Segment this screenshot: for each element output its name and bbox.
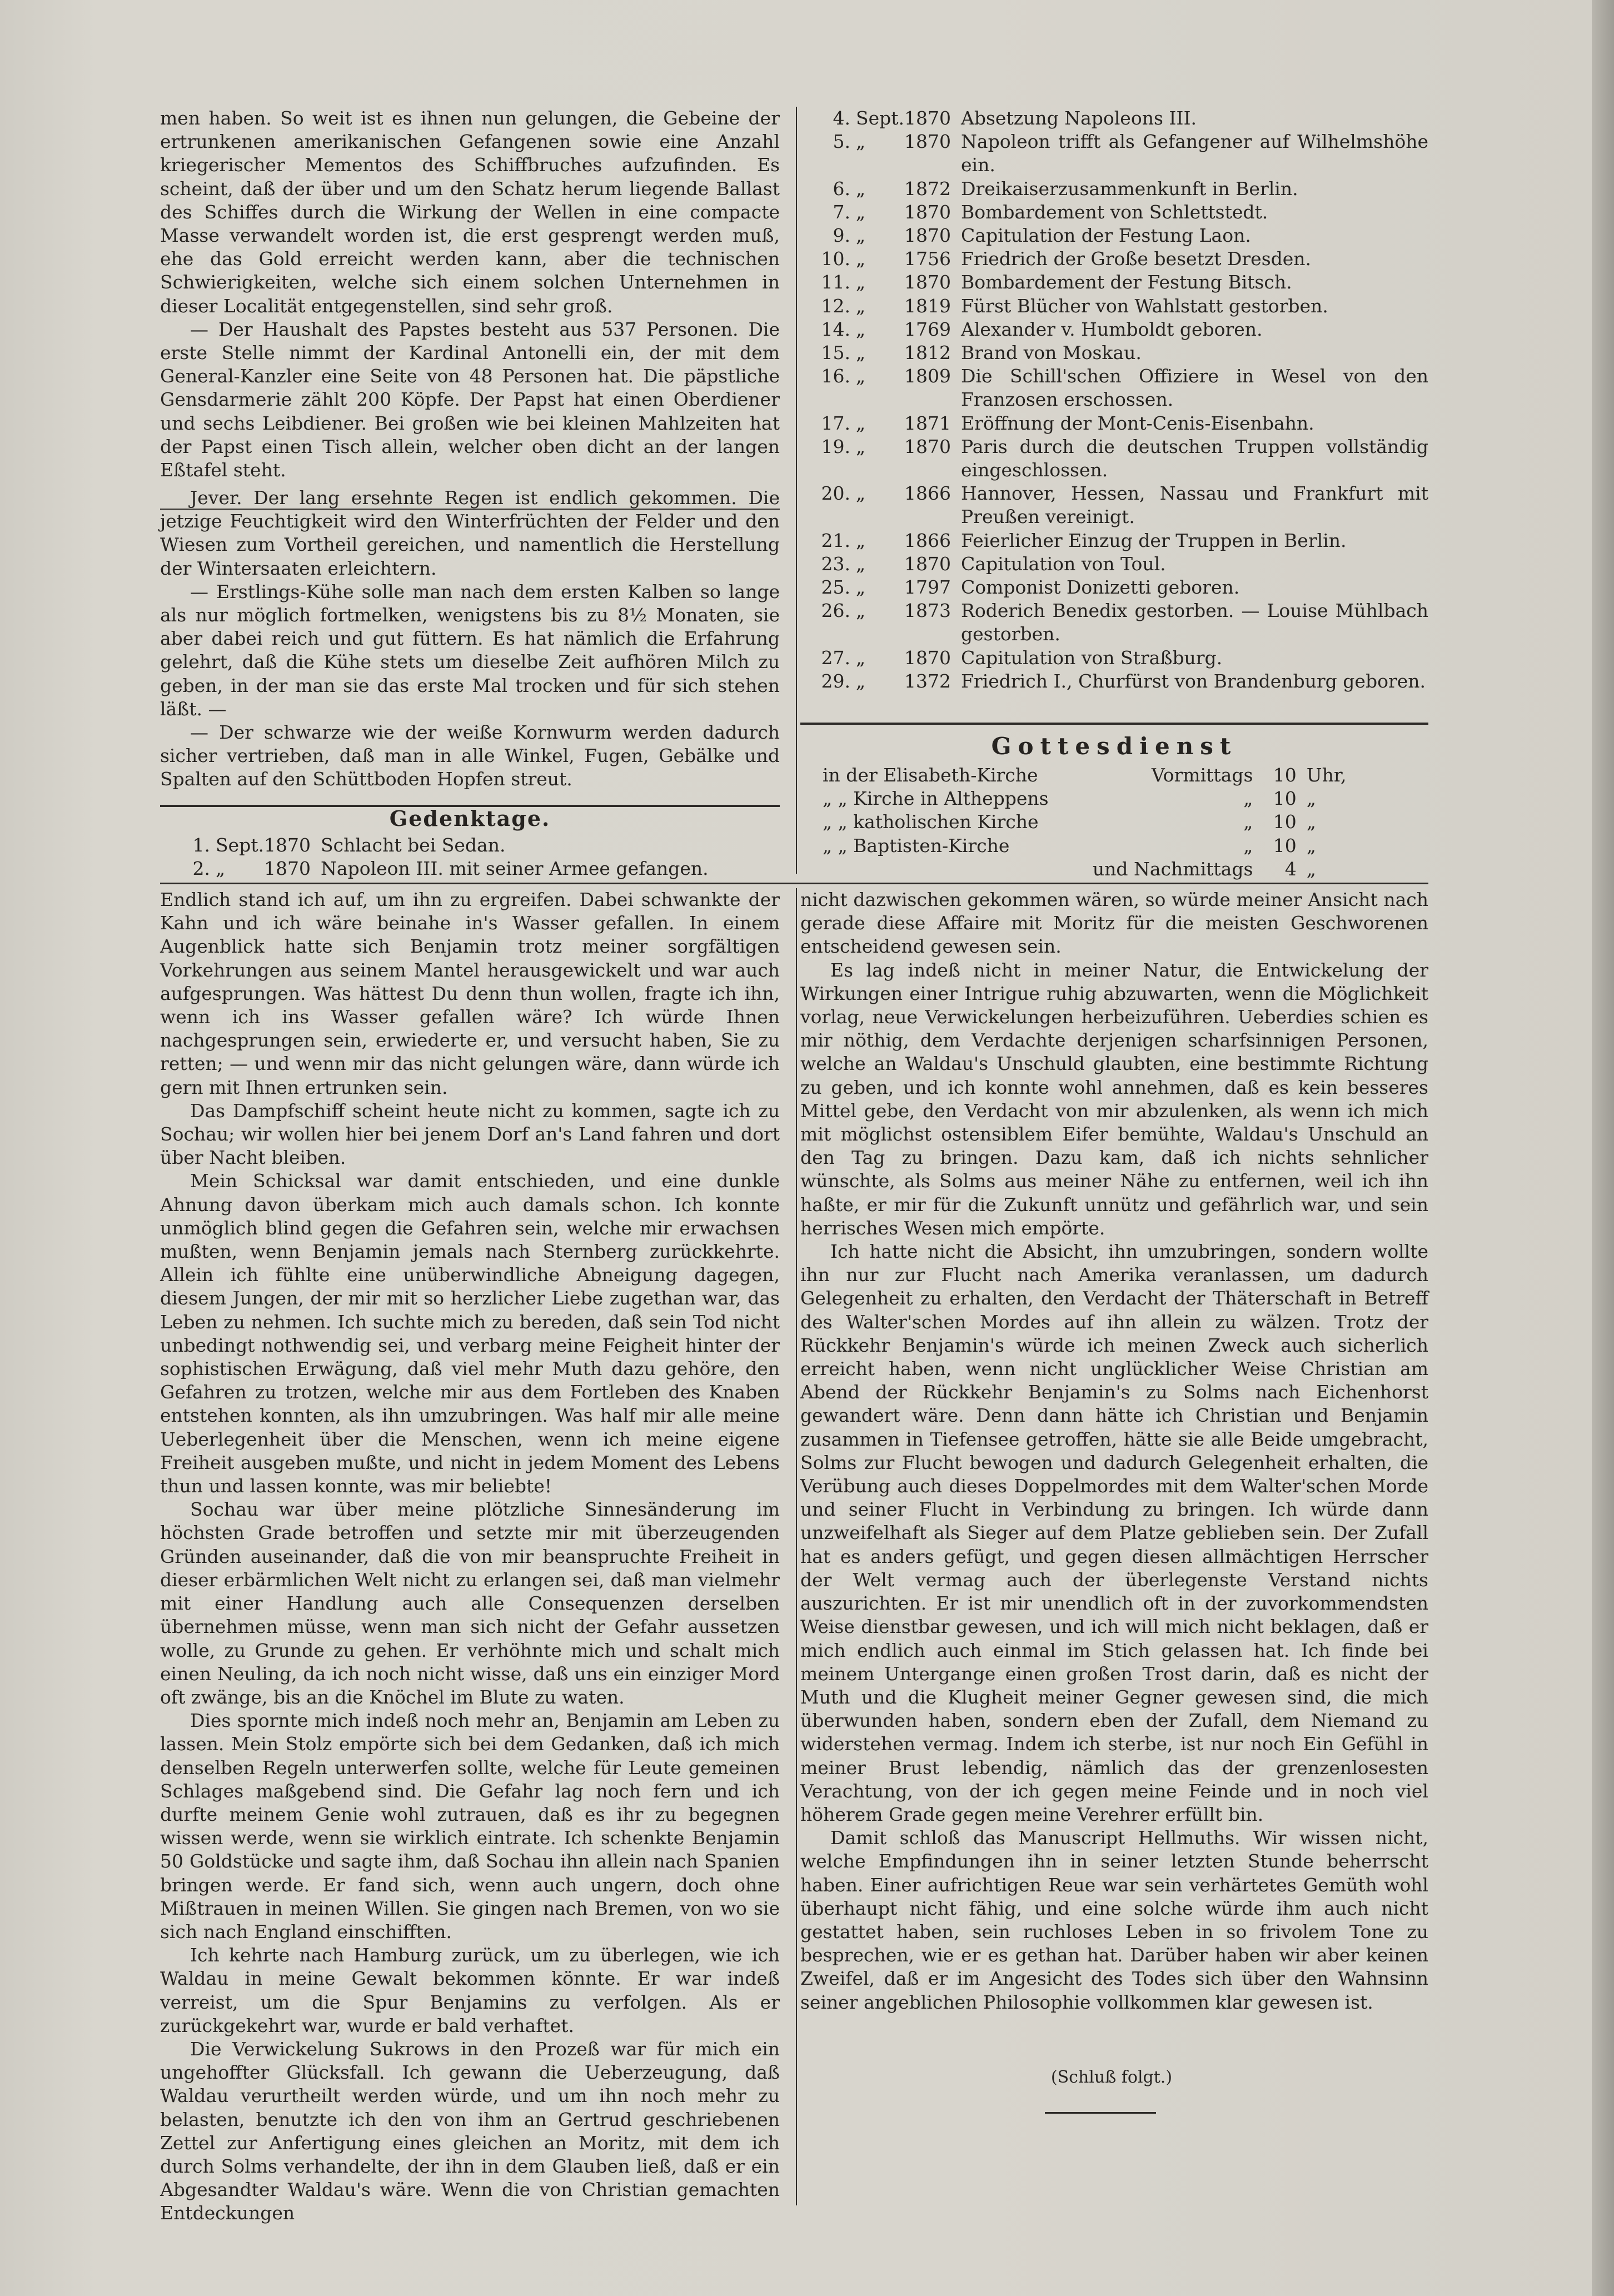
- rule-gottesdienst-top: [800, 723, 1428, 725]
- gedenktag-day: 27.: [821, 646, 850, 669]
- gedenktag-row: [800, 177, 1428, 201]
- service-place: „ „ Baptisten-Kirche: [823, 834, 1010, 856]
- service-place: „ „ Kirche in Altheppens: [823, 788, 1049, 810]
- gedenktag-day: 17.: [821, 412, 850, 434]
- gedenktag-text: Schlacht bei Sedan.: [321, 834, 506, 856]
- story-left-column: [160, 888, 780, 2225]
- gedenktag-day: 19.: [821, 435, 850, 457]
- gedenktag-text: Eröffnung der Mont-Cenis-Eisenbahn.: [961, 412, 1314, 434]
- gedenktag-text: Napoleon trifft als Gefangener auf Wilhelmshöhe ein.: [961, 131, 1428, 176]
- gedenktag-text: Roderich Benedix gestorben. — Louise Mühlbach gestorben.: [961, 600, 1428, 645]
- gedenktag-month: „: [856, 482, 866, 505]
- gedenktag-year: 1812: [904, 342, 951, 364]
- gedenktag-month: „: [856, 576, 866, 599]
- gedenktag-month: „: [856, 131, 866, 153]
- gedenktag-row: [800, 295, 1428, 318]
- gedenktag-row: [800, 576, 1428, 599]
- gedenktag-row: [800, 552, 1428, 576]
- gedenktag-day: 23.: [821, 552, 850, 575]
- gedenktag-day: 1.: [192, 834, 210, 856]
- gedenktag-row: [800, 271, 1428, 294]
- gedenktag-day: 5.: [833, 131, 850, 153]
- service-row: [823, 858, 1356, 881]
- gedenktag-month: „: [856, 435, 866, 457]
- gedenktag-year: 1769: [904, 318, 951, 340]
- rule-column-divider-bottom: [796, 888, 797, 2205]
- gedenktag-row: [800, 670, 1428, 693]
- gedenktag-month: „: [856, 248, 866, 270]
- gedenktag-month: „: [856, 365, 866, 387]
- gedenktage-list: [800, 107, 1428, 693]
- gedenktag-text: Componist Donizetti geboren.: [961, 576, 1240, 599]
- paragraph: Ich hatte nicht die Absicht, ihn umzubringen, sondern wollte ihn nur zur Flucht nach Amerika veranlassen, um dadurch Gelegenheit zu erhalten, den Verdacht der Thäterschaft in Betreff des Walter'schen Mordes auf ihn allein zu wälzen. Trotz der Rückkehr Benjamin's würde ich meinen Zweck auch sicherlich erreicht haben, wenn nicht unglücklicher Weise Christian am Abend der Rückkehr Benjamin's zu Solms nach Eichenhorst gewandert wäre. Denn dann hätte ich Christian und Benjamin zusammen in Tiefensee getroffen, hätte sie alle Beide umgebracht, Solms zur Flucht bewogen und dadurch Gelegenheit erhalten, die Verübung auch dieses Doppelmordes mit dem Walter'schen Morde und seiner Flucht in Verbindung zu bringen. Ich würde dann unzweifelhaft als Sieger auf dem Platze geblieben sein. Der Zufall hat es anders gefügt, und gegen diesen allmächtigen Herrscher der Welt vermag auch der überlegenste Verstand nichts auszurichten. Er ist mir unendlich oft in der zuvorkommendsten Weise dienstbar gewesen, und ich will mich nicht beklagen, daß er mich endlich auch einmal im Stich gelassen hat. Ich finde bei meinem Untergange einen großen Trost darin, daß es nicht der Muth und die Klugheit meiner Gegner gewesen sind, die mich überwunden haben, sondern eben der Zufall, dem Niemand zu widerstehen vermag. Indem ich sterbe, ist nur noch Ein Gefühl in meiner Brust lebendig, nämlich das der grenzenlosesten Verachtung, von der ich gegen meine Feinde und in noch viel höherem Grade gegen meine Verehrer erfüllt bin.: [800, 1241, 1428, 1825]
- gedenktag-year: 1870: [264, 834, 311, 856]
- gedenktag-day: 15.: [821, 342, 850, 364]
- gedenktag-text: Friedrich I., Churfürst von Brandenburg geboren.: [961, 670, 1426, 692]
- gedenktag-year: 1866: [904, 529, 951, 551]
- gedenktag-year: 1870: [904, 271, 951, 293]
- service-time: „: [1243, 834, 1253, 856]
- gedenktag-day: 9.: [833, 225, 850, 247]
- service-row: [823, 764, 1356, 787]
- service-hour: 10: [1273, 811, 1297, 833]
- gedenktag-row: [800, 412, 1428, 435]
- gedenktag-month: „: [856, 271, 866, 293]
- service-hour: 10: [1273, 834, 1297, 856]
- gedenktag-day: 2.: [192, 858, 210, 880]
- gedenktag-text: Friedrich der Große besetzt Dresden.: [961, 248, 1312, 270]
- gedenktag-month: Sept.: [856, 107, 905, 129]
- paragraph: — Der Haushalt des Papstes besteht aus 537 Personen. Die erste Stelle nimmt der Kardinal Antonelli ein, der mit dem General-Kanzler eine Seite von 48 Personen hat. Die päpstliche Gensdarmerie zählt 200 Köpfe. Der Papst hat einen Oberdiener und sechs Leibdiener. Bei großen wie bei kleinen Mahlzeiten hat der Papst einen Tisch allein, welcher oben dicht an der langen Eßtafel steht.: [160, 318, 780, 481]
- gedenktag-text: Paris durch die deutschen Truppen vollständig eingeschlossen.: [961, 435, 1428, 481]
- gedenktag-text: Absetzung Napoleons III.: [961, 107, 1197, 129]
- gottesdienst-table: [823, 764, 1356, 881]
- gedenktag-day: 7.: [833, 201, 850, 223]
- gedenktag-row: [800, 599, 1428, 646]
- gedenktag-year: 1873: [904, 600, 951, 622]
- gedenktag-row: [800, 482, 1428, 529]
- gedenktag-month: „: [856, 552, 866, 575]
- gedenktag-text: Dreikaiserzusammenkunft in Berlin.: [961, 177, 1298, 200]
- gedenktag-month: „: [856, 318, 866, 340]
- gedenktag-month: „: [856, 295, 866, 317]
- gedenktag-day: 20.: [821, 482, 850, 505]
- gedenktag-day: 26.: [821, 600, 850, 622]
- gedenktag-text: Brand von Moskau.: [961, 342, 1142, 364]
- gedenktag-year: 1870: [904, 201, 951, 223]
- gedenktag-year: 1872: [904, 177, 951, 200]
- paragraph: — Der schwarze wie der weiße Kornwurm werden dadurch sicher vertrieben, daß man in alle Winkel, Fugen, Gebälke und Spalten auf den Schüttboden Hopfen streut.: [160, 721, 780, 790]
- paragraph: Das Dampfschiff scheint heute nicht zu kommen, sagte ich zu Sochau; wir wollen hier bei jenem Dorf an's Land fahren und dort über Nacht bleiben.: [160, 1099, 780, 1169]
- gedenktag-year: 1756: [904, 248, 951, 270]
- service-time: „: [1243, 788, 1253, 810]
- service-hour: 10: [1273, 764, 1297, 786]
- service-hour: 4: [1284, 858, 1297, 880]
- service-place: „ „ katholischen Kirche: [823, 811, 1039, 833]
- paragraph: Ich kehrte nach Hamburg zurück, um zu überlegen, wie ich Waldau in meine Gewalt bekommen könnte. Er war indeß verreist, um die Spur Benjamins zu verfolgen. Als er zurückgekehrt war, wurde er bald verhaftet.: [160, 1944, 780, 2036]
- paragraph: Damit schloß das Manuscript Hellmuths. Wir wissen nicht, welche Empfindungen ihn in seiner letzten Stunde beherrscht haben. Einer aufrichtigen Reue war sein verhärtetes Gemüth wohl überhaupt nicht fähig, und eine solche würde ihm auch nicht gestattet haben, sein ruchloses Leben in so frivolem Tone zu besprechen, wie er es gethan hat. Darüber haben wir aber keinen Zweifel, daß er im Angesicht des Todes sich über den Wahnsinn seiner angeblichen Philosophie vollkommen klar gewesen ist.: [800, 1827, 1428, 2013]
- gedenktag-text: Capitulation von Straßburg.: [961, 646, 1223, 669]
- gedenktag-month: „: [856, 342, 866, 364]
- end-rule: [1045, 2112, 1156, 2114]
- gedenktag-month: „: [856, 646, 866, 669]
- gedenktag-year: 1870: [904, 107, 951, 129]
- gedenktag-day: 4.: [833, 107, 850, 129]
- gedenktag-day: 10.: [821, 248, 850, 270]
- gedenktag-year: 1870: [264, 858, 311, 880]
- gedenktag-row: [800, 247, 1428, 271]
- service-time: Vormittags: [1151, 764, 1253, 786]
- gedenktag-row: [800, 224, 1428, 247]
- gedenktag-month: „: [856, 412, 866, 434]
- service-row: [823, 787, 1356, 810]
- gottesdienst-heading: Gottesdienst: [991, 733, 1238, 760]
- gedenktag-day: 6.: [833, 177, 850, 200]
- paragraph: Dies spornte mich indeß noch mehr an, Benjamin am Leben zu lassen. Mein Stolz empörte sich bei dem Gedanken, daß ich mich denselben Regeln unterwerfen sollte, welche für Leute gemeinen Schlages maßgebend sind. Die Gefahr lag noch fern und ich durfte meinem Genie wohl zutrauen, daß es ihr zu begegnen wissen werde, wenn sie wirklich eintrate. Ich schenkte Benjamin 50 Goldstücke und sagte ihm, daß Sochau ihn allein nach Spanien bringen werde. Er fand sich, wenn auch ungern, doch ohne Mißtrauen in meinen Willen. Sie gingen nach Bremen, von wo sie sich nach England einschifften.: [160, 1710, 780, 1943]
- page-edge-shadow: [1592, 0, 1614, 2296]
- gedenktag-day: 29.: [821, 670, 850, 692]
- continuation-note: (Schluß folgt.): [1050, 2068, 1173, 2087]
- gedenktag-year: 1819: [904, 295, 951, 317]
- paragraph: Endlich stand ich auf, um ihn zu ergreifen. Dabei schwankte der Kahn und ich wäre beinahe in's Wasser gefallen. In einem Augenblick hatte sich Benjamin trotz meiner sorgfältigen Vorkehrungen aus seinem Mantel herausgewickelt und war auch aufgesprungen. Was hättest Du denn thun wollen, fragte ich ihn, wenn ich ins Wasser gefallen wäre? Ich würde Ihnen nachgesprungen sein, erwiederte er, und versucht haben, Sie zu retten; — und wenn mir das nicht gelungen wäre, dann würde ich gern mit Ihnen ertrunken sein.: [160, 889, 780, 1098]
- paragraph: Sochau war über meine plötzliche Sinnesänderung im höchsten Grade betroffen und setzte mir mit überzeugenden Gründen auseinander, daß die von mir beanspruchte Freiheit in dieser erbärmlichen Welt nicht zu erlangen sei, daß man vielmehr mit einer Handlung auch alle Consequenzen derselben übernehmen müsse, wenn man sich nicht der Gefahr aussetzen wolle, zu Grunde zu gehen. Er verhöhnte mich und schalt mich einen Neuling, da ich noch nicht wisse, daß uns ein einziger Mord oft zwänge, bis an die Knöchel im Blute zu waten.: [160, 1498, 780, 1708]
- service-hour: 10: [1273, 788, 1297, 810]
- gedenktag-row: [800, 107, 1428, 130]
- gedenktag-row: [160, 834, 780, 857]
- gedenktag-year: 1870: [904, 552, 951, 575]
- paragraph: Jever. Der lang ersehnte Regen ist endlich gekommen. Die jetzige Feuchtigkeit wird den Winterfrüchten der Felder und den Wiesen zum Vortheil gereichen, und namentlich die Herstellung der Wintersaaten erleichtern.: [160, 487, 780, 579]
- gedenktag-month: „: [856, 600, 866, 622]
- gedenktag-day: 14.: [821, 318, 850, 340]
- gedenktag-text: Feierlicher Einzug der Truppen in Berlin.: [961, 529, 1347, 551]
- top-left-articles: [160, 107, 780, 482]
- service-place: [823, 858, 1072, 881]
- gedenktag-text: Capitulation der Festung Laon.: [961, 225, 1251, 247]
- gedenktag-row: [800, 365, 1428, 411]
- gedenktag-row: [800, 646, 1428, 670]
- gedenktag-text: Capitulation von Toul.: [961, 552, 1166, 575]
- service-unit: „: [1306, 788, 1316, 810]
- paragraph: Die Verwickelung Sukrows in den Prozeß war für mich ein ungehoffter Glücksfall. Ich gewann die Ueberzeugung, daß Waldau verurtheilt werden würde, und um ihn noch mehr zu belasten, benutzte ich den von ihm an Gertrud geschriebenen Zettel zur Anfertigung eines gleichen an Moritz, mit dem ich durch Solms verhandelte, der ihn in dem Glauben ließ, daß er ein Abgesandter Waldau's wäre. Wenn die von Christian gemachten Entdeckungen: [160, 2038, 780, 2224]
- paragraph: — Erstlings-Kühe solle man nach dem ersten Kalben so lange als nur möglich fortmelken, wenigstens bis zu 8½ Monaten, sie aber dabei reich und gut füttern. Es hat nämlich die Erfahrung gelehrt, daß die Kühe stets um dieselbe Zeit aufhören Milch zu geben, in der man sie das erste Mal trocken und für sich stehen läßt. —: [160, 580, 780, 720]
- rule-section-separator: [160, 883, 1428, 884]
- gedenktag-text: Die Schill'schen Offiziere in Wesel von den Franzosen erschossen.: [961, 365, 1428, 411]
- gedenktag-day: 25.: [821, 576, 850, 599]
- service-time: und Nachmittags: [1092, 858, 1253, 880]
- gedenktag-year: 1866: [904, 482, 951, 505]
- gedenktage-list-start: [160, 834, 780, 880]
- gedenktag-month: „: [856, 670, 866, 692]
- gedenktag-month: „: [856, 225, 866, 247]
- gedenktag-year: 1809: [904, 365, 951, 387]
- gedenktag-month: „: [856, 529, 866, 551]
- paragraph: Es lag indeß nicht in meiner Natur, die Entwickelung der Wirkungen einer Intrigue ruhig abzuwarten, wenn die Möglichkeit vorlag, neue Verwickelungen herbeizuführen. Ueberdies schien es mir nöthig, dem Verdachte derjenigen scharfsinnigen Personen, welche an Waldau's Unschuld glaubten, eine bestimmte Richtung zu geben, und ich konnte wohl annehmen, daß es kein besseres Mittel gebe, den Verdacht von mir abzulenken, als wenn ich mich mit möglichst ostensiblem Eifer bemühte, Waldau's Unschuld an den Tag zu bringen. Dazu kam, daß ich nichts sehnlicher wünschte, als Solms aus meiner Nähe zu entfernen, weil ich ihn haßte, er mir für die Zukunft unnütz und gefährlich war, und sein herrisches Wesen mich empörte.: [800, 959, 1428, 1239]
- gedenktag-day: 11.: [821, 271, 850, 293]
- paragraph: nicht dazwischen gekommen wären, so würde meiner Ansicht nach gerade diese Affaire mit Moritz für die meisten Geschworenen entscheidend gewesen sein.: [800, 889, 1428, 958]
- gedenktag-row: [160, 857, 780, 880]
- gedenktag-row: [800, 201, 1428, 224]
- gedenktag-row: [800, 318, 1428, 341]
- service-unit: „: [1306, 811, 1316, 833]
- service-unit: Uhr,: [1306, 764, 1347, 786]
- gedenktag-text: Napoleon III. mit seiner Armee gefangen.: [321, 858, 709, 880]
- gedenktag-year: 1871: [904, 412, 951, 434]
- gedenktag-row: [800, 341, 1428, 365]
- gedenktag-text: Bombardement von Schlettstedt.: [961, 201, 1268, 223]
- gedenktag-row: [800, 130, 1428, 177]
- service-row: [823, 810, 1356, 834]
- gedenktag-year: 1372: [904, 670, 951, 692]
- gedenktag-text: Fürst Blücher von Wahlstatt gestorben.: [961, 295, 1328, 317]
- gedenktag-text: Alexander v. Humboldt geboren.: [961, 318, 1263, 340]
- story-right-column: [800, 888, 1428, 2014]
- paragraph: men haben. So weit ist es ihnen nun gelungen, die Gebeine der ertrunkenen amerikanischen Gefangenen sowie eine Anzahl kriegerischer Mementos des Schiffbruches aufzufinden. Es scheint, daß der über und um den Schatz herum liegende Ballast des Schiffes durch die Wirkung der Wellen in eine compacte Masse verwandelt worden ist, die erst gesprengt werden muß, ehe das Gold erreicht werden kann, aber die technischen Schwierigkeiten, welche sich einem solchen Unternehmen in dieser Localität entgegenstellen, sind sehr groß.: [160, 107, 780, 317]
- gedenktag-month: „: [856, 201, 866, 223]
- gedenktag-year: 1870: [904, 131, 951, 153]
- gedenktag-year: 1797: [904, 576, 951, 599]
- gedenktag-row: [800, 435, 1428, 482]
- service-unit: „: [1306, 858, 1316, 880]
- gedenktag-month: „: [216, 858, 226, 880]
- service-row: [823, 834, 1356, 858]
- paragraph: Mein Schicksal war damit entschieden, und eine dunkle Ahnung davon überkam mich auch damals schon. Ich konnte unmöglich blind gegen die Gefahren sein, welche mir erwachsen mußten, wenn Benjamin jemals nach Sternberg zurückkehrte. Allein ich fühlte eine unüberwindliche Abneigung dagegen, diesem Jungen, der mir mit so herzlicher Liebe zugethan war, das Leben zu nehmen. Ich suchte mich zu bereden, daß sein Tod nicht unbedingt nothwendig sei, und verbarg meine Feigheit hinter der sophistischen Erwägung, daß viel mehr Muth dazu gehöre, den Gefahren zu trotzen, welche mir aus dem Fortleben des Knaben entstehen konnten, als ihn umzubringen. Was half mir alle meine Ueberlegenheit über die Menschen, wenn ich meine eigene Freiheit ausgeben mußte, und nicht in jedem Moment des Lebens thun und lassen konnte, was mir beliebte!: [160, 1170, 780, 1497]
- gedenktag-year: 1870: [904, 435, 951, 457]
- gedenktage-heading: Gedenktage.: [389, 806, 551, 831]
- gedenktag-month: Sept.: [216, 834, 265, 856]
- top-left-news: [160, 486, 780, 791]
- service-time: „: [1243, 811, 1253, 833]
- gedenktag-year: 1870: [904, 646, 951, 669]
- rule-column-divider-top: [796, 107, 797, 874]
- gedenktag-year: 1870: [904, 225, 951, 247]
- gedenktag-day: 16.: [821, 365, 850, 387]
- service-place: in der Elisabeth-Kirche: [823, 764, 1038, 786]
- service-unit: „: [1306, 834, 1316, 856]
- gedenktag-text: Hannover, Hessen, Nassau und Frankfurt mit Preußen vereinigt.: [961, 482, 1428, 528]
- gedenktag-day: 21.: [821, 529, 850, 551]
- gedenktag-text: Bombardement der Festung Bitsch.: [961, 271, 1292, 293]
- gedenktag-month: „: [856, 177, 866, 200]
- gedenktag-row: [800, 529, 1428, 552]
- gedenktag-day: 12.: [821, 295, 850, 317]
